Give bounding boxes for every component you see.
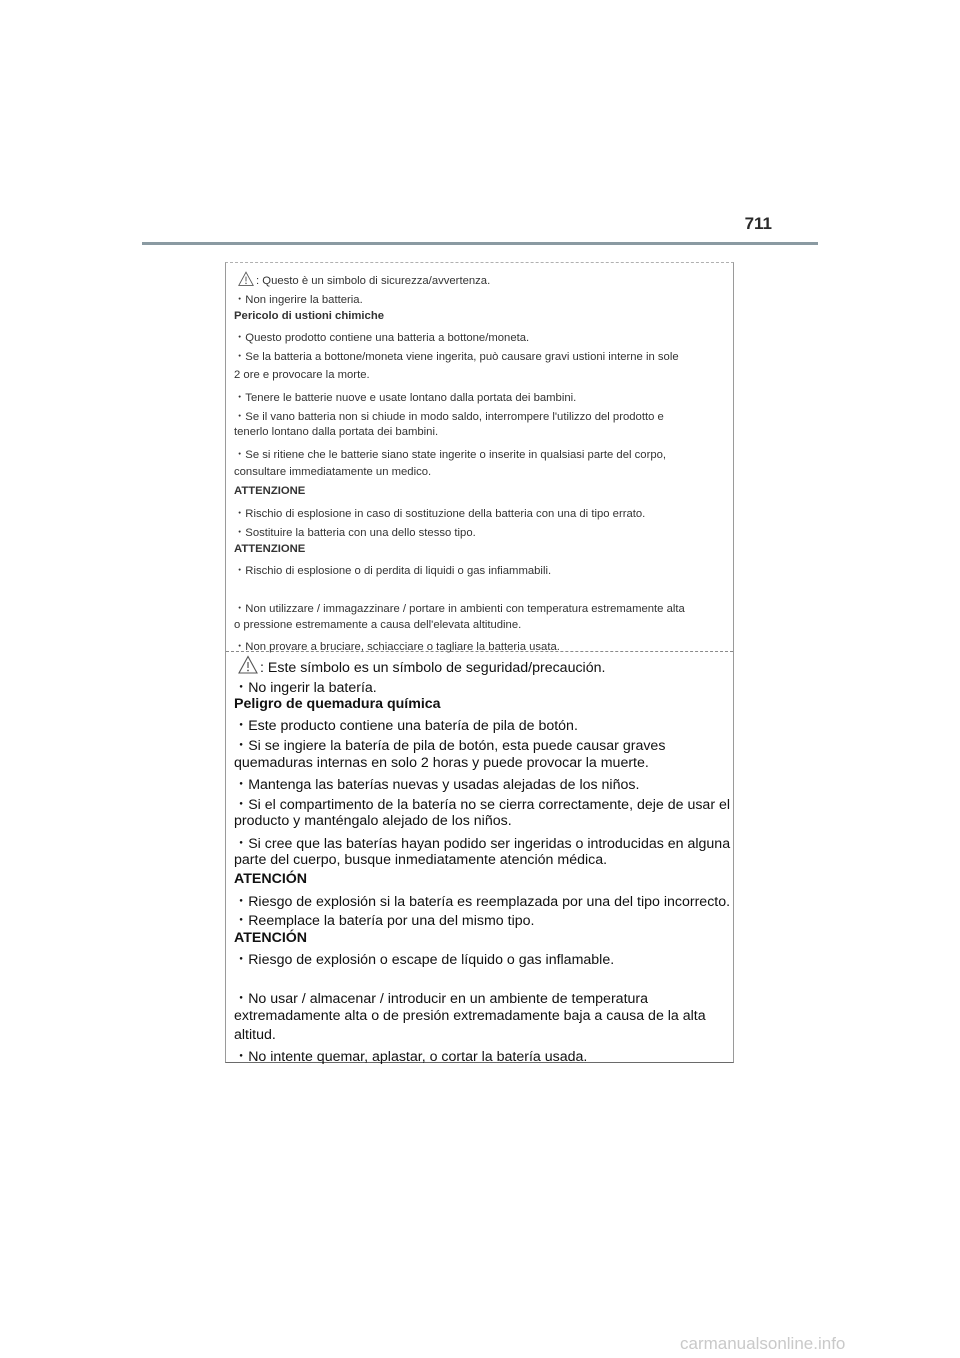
line-text: ・No usar / almacenar / introducir en un ambiente de temperatura — [234, 991, 649, 1007]
warning-text-line — [234, 949, 614, 969]
line-text: ・Rischio di esplosione in caso di sostituzione della batteria con una di tipo errato. — [234, 508, 646, 520]
line-text: ・Se il vano batteria non si chiude in modo saldo, interrompere l'utilizzo del prodotto e — [234, 411, 664, 423]
line-text: ・Si cree que las baterías hayan podido ser ingeridas o introducidas en alguna — [234, 836, 731, 852]
line-text: Pericolo di ustioni chimiche — [234, 310, 385, 322]
line-text: ・Reemplace la batería por una del mismo tipo. — [234, 913, 535, 929]
line-text: 2 ore e provocare la morte. — [234, 369, 370, 381]
warning-text-line — [234, 466, 431, 478]
warning-text-line — [234, 852, 607, 868]
warning-text-line — [234, 619, 521, 631]
warning-text-line — [234, 408, 664, 424]
line-text: ATENCIÓN — [234, 930, 308, 946]
warning-text-line — [234, 794, 730, 814]
warning-text-line — [234, 369, 370, 381]
warning-text-line — [234, 735, 665, 755]
line-text: producto y manténgalo alejado de los niños. — [234, 813, 512, 829]
line-text: ・Se la batteria a bottone/moneta viene ingerita, può causare gravi ustioni interne in sole — [234, 351, 679, 363]
line-text: extremadamente alta o de presión extremadamente baja a causa de la alta — [234, 1008, 706, 1024]
warning-heading — [234, 485, 305, 497]
line-text: o pressione estremamente a causa dell'elevata altitudine. — [234, 619, 522, 631]
warning-text-line — [234, 1027, 276, 1043]
warning-text-line — [234, 813, 512, 829]
warning-heading — [234, 930, 307, 946]
line-text: tenerlo lontano dalla portata dei bambini. — [234, 426, 439, 438]
line-text: : Questo è un simbolo di sicurezza/avvertenza. — [256, 275, 491, 287]
line-text: ・Si se ingiere la batería de pila de botón, esta puede causar graves — [234, 738, 666, 754]
line-text: ATENCIÓN — [234, 871, 308, 887]
warning-text-line — [234, 348, 679, 364]
line-text: ・Non ingerire la batteria. — [234, 294, 363, 306]
warning-text-line — [234, 1008, 706, 1024]
line-text: ・Riesgo de explosión si la batería es reemplazada por una del tipo incorrecto. — [234, 894, 731, 910]
warning-text-line — [234, 833, 730, 853]
warning-text-line — [234, 389, 576, 405]
line-text: ・Se si ritiene che le batterie siano state ingerite o inserite in qualsiasi parte del corpo, — [234, 449, 667, 461]
warning-heading — [234, 310, 384, 322]
warning-triangle-icon — [238, 271, 254, 290]
warning-text-line — [234, 600, 685, 616]
warning-text-line — [234, 524, 476, 540]
warning-text-line — [234, 426, 438, 438]
line-text: Peligro de quemadura química — [234, 696, 441, 712]
line-text: ・Sostituire la batteria con una dello stesso tipo. — [234, 527, 476, 539]
warning-text-line — [234, 655, 605, 679]
line-text: ・No intente quemar, aplastar, o cortar la batería usada. — [234, 1049, 588, 1065]
warning-text-line — [234, 271, 490, 290]
header-rule — [142, 242, 818, 245]
watermark: carmanualsonline.info — [680, 1334, 846, 1353]
line-text: ATTENZIONE — [234, 543, 306, 555]
line-text: ・Rischio di esplosione o di perdita di liquidi o gas infiammabili. — [234, 565, 552, 577]
line-text: altitud. — [234, 1027, 276, 1043]
line-text: ・Questo prodotto contiene una batteria a bottone/moneta. — [234, 332, 530, 344]
line-text: ・Si el compartimento de la batería no se cierra correctamente, deje de usar el — [234, 797, 731, 813]
warning-text-line — [234, 715, 578, 735]
line-text: ・Este producto contiene una batería de pila de botón. — [234, 718, 578, 734]
warning-text-line — [234, 755, 649, 771]
line-text: ・Mantenga las baterías nuevas y usadas alejadas de los niños. — [234, 777, 640, 793]
line-text: consultare immediatamente un medico. — [234, 466, 432, 478]
warning-text-line — [234, 677, 377, 697]
warning-heading — [234, 696, 441, 712]
warning-text-line — [234, 329, 529, 345]
warning-text-line — [234, 291, 363, 307]
warning-text-line — [234, 562, 551, 578]
warning-triangle-icon — [238, 655, 258, 679]
warning-text-line — [234, 1046, 587, 1066]
section-divider — [226, 651, 733, 652]
warning-heading — [234, 871, 307, 887]
warning-text-line — [234, 910, 534, 930]
line-text: ・No ingerir la batería. — [234, 680, 377, 696]
warning-text-line — [234, 774, 639, 794]
warning-text-line — [234, 891, 730, 911]
warning-text-line — [234, 446, 666, 462]
warning-text-line — [234, 505, 645, 521]
battery-warning-box — [225, 262, 734, 1063]
line-text: parte del cuerpo, busque inmediatamente atención médica. — [234, 852, 608, 868]
warning-text-line — [234, 988, 648, 1008]
line-text: ATTENZIONE — [234, 485, 306, 497]
line-text: : Este símbolo es un símbolo de seguridad/precaución. — [260, 660, 606, 676]
line-text: quemaduras internas en solo 2 horas y puede provocar la muerte. — [234, 755, 649, 771]
warning-heading — [234, 543, 305, 555]
page-number: 711 — [744, 214, 772, 233]
line-text: ・Non provare a bruciare, schiacciare o tagliare la batteria usata. — [234, 641, 560, 653]
line-text: ・Riesgo de explosión o escape de líquido o gas inflamable. — [234, 952, 615, 968]
line-text: ・Non utilizzare / immagazzinare / portare in ambienti con temperatura estremamente alta — [234, 603, 685, 615]
line-text: ・Tenere le batterie nuove e usate lontano dalla portata dei bambini. — [234, 392, 577, 404]
